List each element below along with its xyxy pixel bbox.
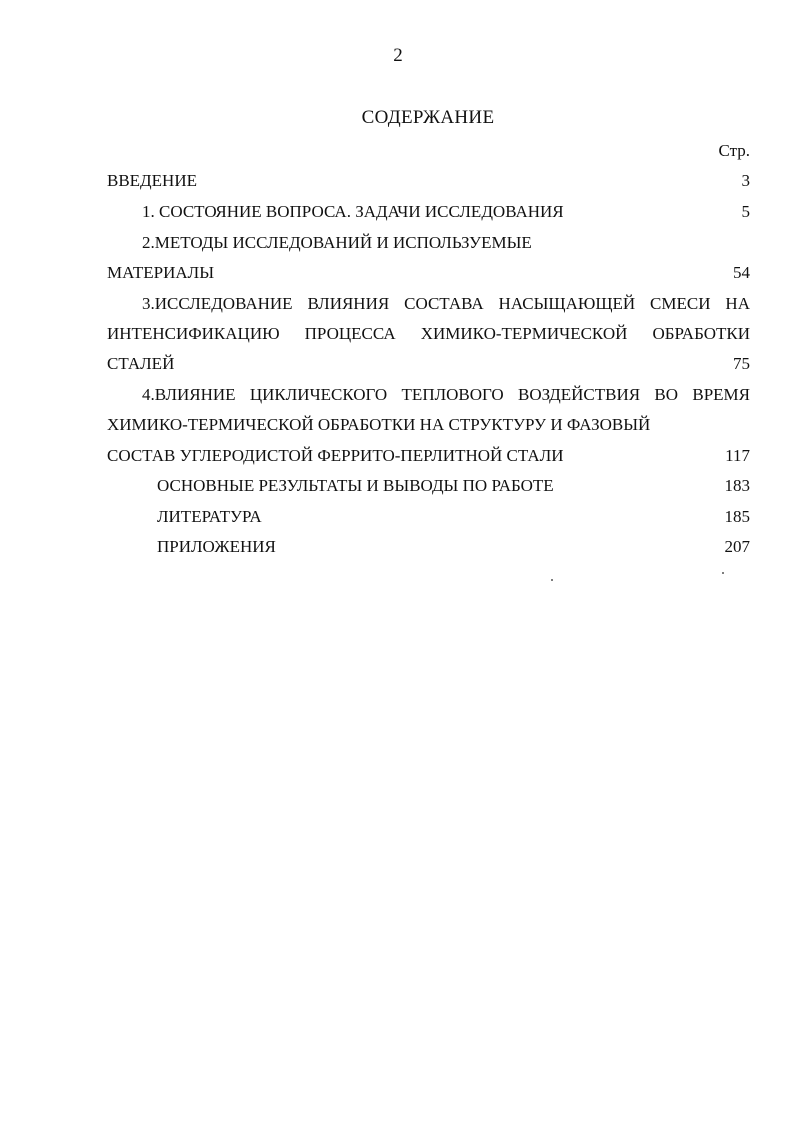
- toc-title: СОДЕРЖАНИЕ: [361, 107, 495, 128]
- toc-entry-page: 75: [733, 354, 750, 373]
- toc-entry-page: 5: [741, 202, 750, 221]
- toc-entry-text: ПРИЛОЖЕНИЯ: [157, 537, 276, 556]
- toc-entry-text: ОСНОВНЫЕ РЕЗУЛЬТАТЫ И ВЫВОДЫ ПО РАБОТЕ: [157, 476, 554, 495]
- toc-entry-text: СОСТАВ УГЛЕРОДИСТОЙ ФЕРРИТО-ПЕРЛИТНОЙ СТАЛИ: [107, 446, 564, 465]
- toc-entry-appendices: [107, 536, 750, 558]
- page-number: 2: [393, 45, 403, 66]
- toc-entry-chapter-3-line-1: [107, 293, 750, 315]
- toc-entry-chapter-3-line-3: [107, 353, 750, 375]
- toc-page-column-label: Стр.: [718, 141, 750, 160]
- toc-entry-text: ИНТЕНСИФИКАЦИЮ ПРОЦЕССА ХИМИКО-ТЕРМИЧЕСКОЙ ОБРАБОТКИ: [107, 324, 750, 343]
- toc-entry-text: ВВЕДЕНИЕ: [107, 171, 197, 190]
- toc-entry-chapter-4-line-3: [107, 445, 750, 467]
- toc-entry-text: ЛИТЕРАТУРА: [157, 507, 262, 526]
- toc-entry-literature: [107, 506, 750, 528]
- scan-speck: [722, 572, 724, 574]
- toc-entry-page: 3: [741, 171, 750, 190]
- toc-entry-text: МАТЕРИАЛЫ: [107, 263, 215, 282]
- scan-speck: [551, 579, 553, 581]
- toc-entry-chapter-2-line-2: [107, 262, 750, 284]
- toc-entry-chapter-1: [107, 201, 750, 223]
- toc-entry-text: 4.ВЛИЯНИЕ ЦИКЛИЧЕСКОГО ТЕПЛОВОГО ВОЗДЕЙСТВИЯ ВО ВРЕМЯ: [142, 385, 750, 404]
- toc-entry-text: СТАЛЕЙ: [107, 354, 175, 373]
- toc-entry-page: 185: [724, 507, 750, 526]
- toc-entry-introduction: [107, 170, 750, 192]
- toc-entry-text: 3.ИССЛЕДОВАНИЕ ВЛИЯНИЯ СОСТАВА НАСЫЩАЮЩЕЙ СМЕСИ НА: [142, 294, 750, 313]
- toc-entry-text: 1. СОСТОЯНИЕ ВОПРОСА. ЗАДАЧИ ИССЛЕДОВАНИЯ: [142, 202, 564, 221]
- toc-entry-text: ХИМИКО-ТЕРМИЧЕСКОЙ ОБРАБОТКИ НА СТРУКТУРУ И ФАЗОВЫЙ: [107, 415, 651, 434]
- toc-entry-chapter-4-line-1: [107, 384, 750, 406]
- toc-entry-chapter-4-line-2: [107, 414, 750, 436]
- toc-entry-chapter-2-line-1: [107, 232, 750, 254]
- toc-entry-conclusions: [107, 475, 750, 497]
- toc-entry-chapter-3-line-2: [107, 323, 750, 345]
- toc-entry-page: 117: [725, 446, 750, 465]
- toc-entry-page: 183: [724, 476, 750, 495]
- toc-entry-text: 2.МЕТОДЫ ИССЛЕДОВАНИЙ И ИСПОЛЬЗУЕМЫЕ: [142, 233, 532, 252]
- toc-entry-page: 54: [733, 263, 750, 282]
- toc-entry-page: 207: [724, 537, 750, 556]
